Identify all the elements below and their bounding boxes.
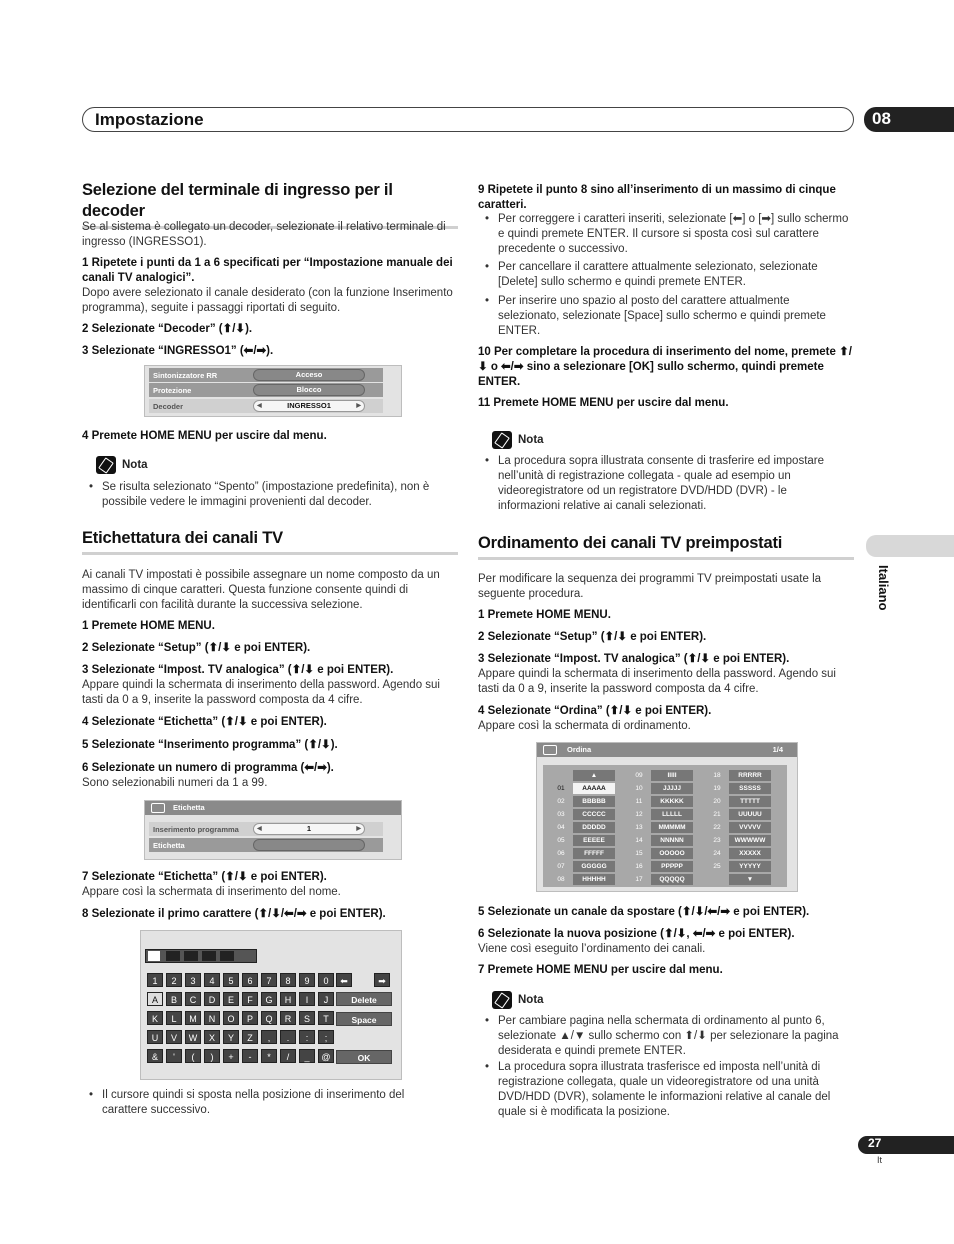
ord-step-4-text: Appare così la schermata di ordinamento.	[478, 720, 691, 732]
channel-number: 09	[635, 772, 643, 779]
keyboard-key[interactable]: X	[204, 1030, 220, 1044]
channel-number: 14	[635, 837, 643, 844]
page-number: 27	[858, 1136, 954, 1154]
keyboard-key[interactable]: 9	[299, 973, 315, 987]
panel-title-bar	[537, 743, 797, 757]
header-bar	[82, 107, 854, 132]
channel-number: 02	[557, 798, 565, 805]
channel-label[interactable]: QQQQQ	[651, 874, 693, 885]
keyboard-key[interactable]: .	[280, 1030, 296, 1044]
etich-step-4: 4 Selezionate “Etichetta” (⬆/⬇ e poi ENTER).	[82, 716, 327, 728]
keyboard-key[interactable]: 5	[223, 973, 239, 987]
keyboard-key[interactable]: T	[318, 1011, 334, 1025]
channel-number: 17	[635, 876, 643, 883]
keyboard-key[interactable]: '	[166, 1049, 182, 1063]
channel-label[interactable]: HHHHH	[573, 874, 615, 885]
panel-title: Ordina	[567, 745, 592, 754]
channel-label[interactable]: RRRRR	[729, 770, 771, 781]
etich-step-3: 3 Selezionate “Impost. TV analogica” (⬆/⬇ e poi ENTER).	[82, 664, 394, 676]
channel-label[interactable]: MMMMM	[651, 822, 693, 833]
keyboard-key[interactable]: 6	[242, 973, 258, 987]
keyboard-key[interactable]: D	[204, 992, 220, 1006]
decoder-step-2: 2 Selezionate “Decoder” (⬆/⬇).	[82, 323, 253, 335]
page-title: Impostazione	[95, 110, 204, 129]
channel-number: 07	[557, 863, 565, 870]
ordina-panel	[536, 742, 798, 892]
channel-label[interactable]: TTTTT	[729, 796, 771, 807]
keyboard-key[interactable]: Q	[261, 1011, 277, 1025]
channel-number: 20	[713, 798, 721, 805]
keyboard-key[interactable]: _	[299, 1049, 315, 1063]
channel-number: 19	[713, 785, 721, 792]
menu-row-label: Protezione	[153, 386, 192, 395]
panel-title: Etichetta	[173, 803, 205, 812]
channel-number: 21	[713, 811, 721, 818]
section-title-ordinamento: Ordinamento dei canali TV preimpostati	[478, 533, 854, 560]
keyboard-key[interactable]: A	[147, 992, 163, 1006]
keyboard-key[interactable]: 8	[280, 973, 296, 987]
keyboard-key[interactable]: ,	[261, 1030, 277, 1044]
decoder-step-3: 3 Selezionate “INGRESSO1” (⬅/➡).	[82, 345, 274, 357]
keyboard-key[interactable]: Z	[242, 1030, 258, 1044]
channel-number: 16	[635, 863, 643, 870]
section-title-etichettatura: Etichettatura dei canali TV	[82, 528, 458, 555]
channel-label[interactable]: GGGGG	[573, 861, 615, 872]
keyboard-key[interactable]: S	[299, 1011, 315, 1025]
note-title: Nota	[122, 458, 148, 471]
etich-step-2: 2 Selezionate “Setup” (⬆/⬇ e poi ENTER).	[82, 642, 311, 654]
menu-row-rr[interactable]	[149, 368, 383, 382]
channel-label[interactable]: VVVVV	[729, 822, 771, 833]
channel-label[interactable]: AAAAA	[573, 783, 615, 794]
channel-number: 11	[635, 798, 643, 805]
page-up-button[interactable]: ▲	[573, 770, 615, 781]
etich-step-6-text: Sono selezionabili numeri da 1 a 99.	[82, 777, 268, 789]
decoder-step-4: 4 Premete HOME MENU per uscire dal menu.	[82, 430, 327, 442]
keyboard-key[interactable]: O	[223, 1011, 239, 1025]
channel-number: 15	[635, 850, 643, 857]
keyboard-key[interactable]: -	[242, 1049, 258, 1063]
menu-row-etichetta[interactable]	[149, 838, 383, 852]
cursor-right-button[interactable]: ➡	[374, 973, 390, 987]
keyboard-key[interactable]: +	[223, 1049, 239, 1063]
channel-number: 13	[635, 824, 643, 831]
page-down-button[interactable]: ▼	[729, 874, 771, 885]
channel-label[interactable]: EEEEE	[573, 835, 615, 846]
channel-number: 24	[713, 850, 721, 857]
keyboard-key[interactable]: K	[147, 1011, 163, 1025]
chapter-number: 08	[864, 107, 954, 132]
keyboard-bullet: • Il cursore quindi si sposta nella posizione di inserimento del carattere successivo.	[84, 1088, 440, 1118]
channel-label[interactable]: KKKKK	[651, 796, 693, 807]
tv-icon	[543, 745, 557, 755]
menu-row-label: Decoder	[153, 402, 184, 411]
channel-label[interactable]: YYYYY	[729, 861, 771, 872]
channel-label[interactable]: DDDDD	[573, 822, 615, 833]
channel-number: 01	[557, 785, 565, 792]
delete-button[interactable]: Delete	[336, 992, 392, 1006]
decoder-step-1-text: Dopo avere selezionato il canale desiderato (con la funzione Inserimento programma), seguite i passaggi riportati di seguito.	[82, 287, 453, 314]
etich-step-7: 7 Selezionate “Etichetta” (⬆/⬇ e poi ENTER).	[82, 871, 327, 883]
ord-note-bullet-1: • Per cambiare pagina nella schermata di ordinamento al punto 6, selezionate ▲/▼ sullo schermo con ⬆/⬇ per selezionare la pagina desiderata e quindi premete ENTER.	[480, 1014, 852, 1059]
etichettatura-intro: Ai canali TV impostati è possibile assegnare un nome composto da un massimo di cinque caratteri. Questa funzione consente quindi di identificarli con facilità durante la successiva selezione.	[82, 569, 440, 611]
keyboard-key[interactable]: Y	[223, 1030, 239, 1044]
channel-label[interactable]: XXXXX	[729, 848, 771, 859]
keyboard-key[interactable]: N	[204, 1011, 220, 1025]
keyboard-key[interactable]: 7	[261, 973, 277, 987]
step9-bullet-3: • Per inserire uno spazio al posto del carattere attualmente selezionato, selezionate [Space] sullo schermo e quindi premete ENTER.	[480, 294, 852, 339]
char-slot-active[interactable]	[148, 951, 160, 961]
char-slot[interactable]	[166, 951, 180, 961]
ordina-list	[543, 765, 787, 887]
keyboard-key[interactable]: R	[280, 1011, 296, 1025]
keyboard-key[interactable]: 2	[166, 973, 182, 987]
decoder-menu-panel	[144, 365, 402, 417]
ord-step-3: 3 Selezionate “Impost. TV analogica” (⬆/⬇ e poi ENTER).	[478, 653, 790, 665]
etich-step-7-text: Appare così la schermata di inserimento del nome.	[82, 886, 341, 898]
channel-label[interactable]: JJJJJ	[651, 783, 693, 794]
channel-number: 05	[557, 837, 565, 844]
language-side-tab	[866, 535, 954, 557]
channel-label[interactable]: UUUUU	[729, 809, 771, 820]
decoder-intro: Se al sistema è collegato un decoder, selezionate il relativo terminale di ingresso (INGRESSO1).	[82, 221, 446, 248]
keyboard-key[interactable]: 1	[147, 973, 163, 987]
ord-step-2: 2 Selezionate “Setup” (⬆/⬇ e poi ENTER).	[478, 631, 707, 643]
keyboard-key[interactable]: *	[261, 1049, 277, 1063]
keyboard-key[interactable]: G	[261, 992, 277, 1006]
etich-step-3-text: Appare quindi la schermata di inserimento della password. Agendo sui tasti da 0 a 9, inserite la password composta da 4 cifre.	[82, 679, 440, 706]
char-slot[interactable]	[184, 951, 198, 961]
ord-note	[492, 991, 544, 1009]
channel-label[interactable]: BBBBB	[573, 796, 615, 807]
keyboard-key[interactable]: I	[299, 992, 315, 1006]
menu-row-value: Blocco	[253, 384, 365, 396]
keyboard-key[interactable]: V	[166, 1030, 182, 1044]
etich-step-6: 6 Selezionate un numero di programma (⬅/➡).	[82, 762, 334, 774]
channel-number: 08	[557, 876, 565, 883]
channel-number: 18	[713, 772, 721, 779]
keyboard-key[interactable]: C	[185, 992, 201, 1006]
space-button[interactable]: Space	[336, 1012, 392, 1026]
step9-bullet-1: • Per correggere i caratteri inseriti, selezionate [⬅] o [➡] sullo schermo e quindi premete ENTER. Il cursore si sposta così sul carattere precedente o successivo.	[480, 212, 852, 257]
note-title: Nota	[518, 993, 544, 1006]
etich-step-8: 8 Selezionate il primo carattere (⬆/⬇/⬅/➡ e poi ENTER).	[82, 908, 386, 920]
channel-number: 23	[713, 837, 721, 844]
decoder-step-1: 1 Ripetete i punti da 1 a 6 specificati per “Impostazione manuale dei canali TV analogici”.	[82, 257, 453, 284]
etich-step-10: 10 Per completare la procedura di inserimento del nome, premete ⬆/⬇ o ⬅/➡ sino a selezionare [OK] sullo schermo, quindi premete ENTER.	[478, 346, 852, 388]
etich-step-1: 1 Premete HOME MENU.	[82, 620, 215, 632]
menu-row-value: ◀ 1 ▶	[253, 823, 365, 835]
note-icon	[96, 456, 116, 474]
menu-row-inserimento[interactable]	[149, 822, 383, 836]
panel-title-bar	[145, 801, 401, 815]
note-icon	[492, 431, 512, 449]
keyboard-key[interactable]: )	[204, 1049, 220, 1063]
keyboard-key[interactable]: B	[166, 992, 182, 1006]
keyboard-key[interactable]: F	[242, 992, 258, 1006]
menu-row-protezione[interactable]	[149, 383, 383, 397]
channel-label[interactable]: NNNNN	[651, 835, 693, 846]
menu-row-label: Sintonizzatore RR	[153, 371, 218, 380]
keyboard-key[interactable]: H	[280, 992, 296, 1006]
keyboard-key[interactable]: W	[185, 1030, 201, 1044]
channel-number: 25	[713, 863, 721, 870]
channel-label[interactable]: OOOOO	[651, 848, 693, 859]
keyboard-key[interactable]: &	[147, 1049, 163, 1063]
tv-icon	[151, 803, 165, 813]
ordinamento-intro: Per modificare la sequenza dei programmi TV preimpostati usate la seguente procedura.	[478, 573, 822, 600]
keyboard-key[interactable]: M	[185, 1011, 201, 1025]
note-icon	[492, 991, 512, 1009]
keyboard-key[interactable]: U	[147, 1030, 163, 1044]
etich-step-5: 5 Selezionate “Inserimento programma” (⬆/⬇).	[82, 739, 338, 751]
decoder-note	[96, 456, 148, 474]
keyboard-key[interactable]: 3	[185, 973, 201, 987]
keyboard-key[interactable]: (	[185, 1049, 201, 1063]
language-code: It	[877, 1155, 883, 1165]
ord-step-5: 5 Selezionate un canale da spostare (⬆/⬇/⬅/➡ e poi ENTER).	[478, 906, 810, 918]
step9-bullet-2: • Per cancellare il carattere attualmente selezionato, selezionate [Delete] sullo schermo e quindi premete ENTER.	[480, 260, 852, 290]
keyboard-key[interactable]: E	[223, 992, 239, 1006]
section-title-decoder: Selezione del terminale di ingresso per il decoder	[82, 180, 458, 229]
etich-step-9: 9 Ripetete il punto 8 sino all’inserimento di un massimo di cinque caratteri.	[478, 184, 836, 211]
cursor-left-button[interactable]: ⬅	[336, 973, 352, 987]
name-entry-bar	[145, 949, 257, 963]
keyboard-key[interactable]: /	[280, 1049, 296, 1063]
etich-step-11: 11 Premete HOME MENU per uscire dal menu.	[478, 397, 729, 409]
channel-label[interactable]: LLLLL	[651, 809, 693, 820]
ord-step-7: 7 Premete HOME MENU per uscire dal menu.	[478, 964, 723, 976]
channel-label[interactable]: SSSSS	[729, 783, 771, 794]
channel-number: 03	[557, 811, 565, 818]
keyboard-key[interactable]: P	[242, 1011, 258, 1025]
channel-number: 04	[557, 824, 565, 831]
channel-label[interactable]: IIIII	[651, 770, 693, 781]
keyboard-key[interactable]: 4	[204, 973, 220, 987]
menu-row-value: ◀ INGRESSO1 ▶	[253, 400, 365, 412]
channel-label[interactable]: WWWWW	[729, 835, 771, 846]
ord-step-4: 4 Selezionate “Ordina” (⬆/⬇ e poi ENTER).	[478, 705, 712, 717]
ord-step-6-text: Viene così eseguito l’ordinamento dei canali.	[478, 943, 706, 955]
menu-row-value: Acceso	[253, 369, 365, 381]
char-slot[interactable]	[202, 951, 216, 961]
decoder-note-bullet: • Se risulta selezionato “Spento” (impostazione predefinita), non è possibile vedere le immagini provenienti dal decoder.	[84, 480, 440, 510]
menu-row-label: Inserimento programma	[153, 825, 239, 834]
channel-label[interactable]: PPPPP	[651, 861, 693, 872]
menu-row-decoder[interactable]	[149, 399, 383, 413]
etichetta-menu-panel	[144, 800, 402, 860]
language-side-label: Italiano	[875, 565, 891, 611]
keyboard-key[interactable]: J	[318, 992, 334, 1006]
etich-note	[492, 431, 544, 449]
keyboard-key[interactable]: L	[166, 1011, 182, 1025]
menu-row-value	[253, 839, 365, 851]
menu-row-label: Etichetta	[153, 841, 185, 850]
keyboard-panel	[140, 930, 402, 1080]
channel-number: 06	[557, 850, 565, 857]
channel-number: 10	[635, 785, 643, 792]
keyboard-key[interactable]: @	[318, 1049, 334, 1063]
page-indicator: 1/4	[772, 745, 783, 754]
channel-number: 12	[635, 811, 643, 818]
keyboard-key[interactable]: ;	[318, 1030, 334, 1044]
keyboard-key[interactable]: 0	[318, 973, 334, 987]
channel-number: 22	[713, 824, 721, 831]
ord-note-bullet-2: • La procedura sopra illustrata trasferisce ed imposta nell’unità di registrazione collegata, quale un videoregistratore od una unità DVD/HDD (DVR), solamente le informazioni relative al canale del quale si è modificata la posizione.	[480, 1060, 852, 1120]
ord-step-6: 6 Selezionate la nuova posizione (⬆/⬇, ⬅/➡ e poi ENTER).	[478, 928, 795, 940]
ord-step-3-text: Appare quindi la schermata di inserimento della password. Agendo sui tasti da 0 a 9, inserite la password composta da 4 cifre.	[478, 668, 836, 695]
channel-label[interactable]: FFFFF	[573, 848, 615, 859]
char-slot[interactable]	[220, 951, 234, 961]
keyboard-key[interactable]: :	[299, 1030, 315, 1044]
ok-button[interactable]: OK	[336, 1050, 392, 1064]
etich-note-bullet: • La procedura sopra illustrata consente di trasferire ed impostare nell’unità di registrazione collegata - quale ad esempio un videoregistratore od un registratore DVD/HDD (DVR) - le informazioni relative ai canali selezionati.	[480, 454, 852, 514]
note-title: Nota	[518, 433, 544, 446]
channel-label[interactable]: CCCCC	[573, 809, 615, 820]
ord-step-1: 1 Premete HOME MENU.	[478, 609, 611, 621]
